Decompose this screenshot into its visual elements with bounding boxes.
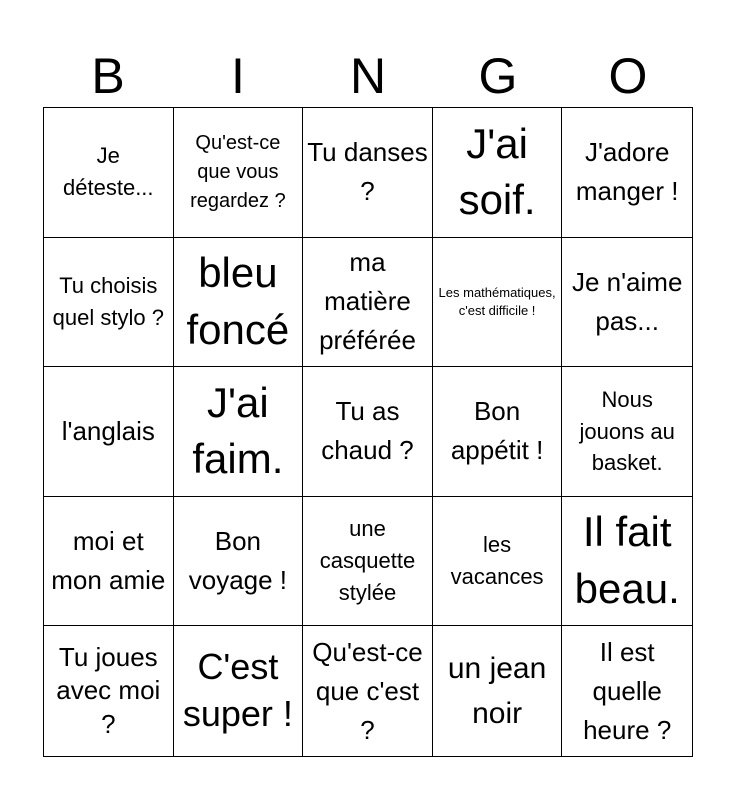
bingo-cell[interactable] — [44, 626, 174, 756]
bingo-cell[interactable] — [433, 626, 563, 756]
bingo-cell[interactable] — [562, 497, 692, 627]
cell-text: J'ai faim. — [192, 378, 284, 483]
cell-text: Tu danses ? — [307, 137, 428, 207]
bingo-cell[interactable] — [174, 238, 304, 368]
bingo-header — [43, 46, 693, 106]
cell-text: Nous jouons au basket. — [579, 386, 675, 476]
cell-text: Je déteste... — [63, 143, 154, 201]
cell-text: Bon appétit ! — [450, 396, 544, 466]
header-letter-g: G — [478, 48, 518, 104]
header-letter-b: B — [91, 48, 125, 104]
cell-text: J'adore manger ! — [575, 137, 679, 207]
bingo-cell[interactable] — [174, 497, 304, 627]
bingo-cell[interactable] — [174, 626, 304, 756]
cell-text: Il fait beau. — [574, 508, 680, 613]
bingo-cell[interactable] — [433, 367, 563, 497]
cell-text: les vacances — [450, 532, 544, 590]
header-letter-i: I — [231, 48, 245, 104]
bingo-cell[interactable] — [44, 367, 174, 497]
bingo-cell[interactable] — [303, 367, 433, 497]
header-letter-n: N — [349, 48, 387, 104]
bingo-cell[interactable] — [303, 108, 433, 238]
bingo-cell[interactable] — [562, 626, 692, 756]
cell-text: Les mathématiques, c'est difficile ! — [438, 285, 556, 318]
cell-text: Je n'aime pas... — [571, 266, 683, 336]
cell-text: Qu'est-ce que c'est ? — [312, 636, 423, 745]
bingo-cell[interactable] — [433, 497, 563, 627]
bingo-cell[interactable] — [44, 497, 174, 627]
cell-text: l'anglais — [61, 415, 155, 446]
cell-text: Tu choisis quel stylo ? — [52, 273, 164, 330]
cell-text: J'ai soif. — [458, 119, 536, 224]
header-letter-o: O — [608, 48, 648, 104]
bingo-grid — [43, 107, 693, 757]
bingo-cell[interactable] — [433, 238, 563, 368]
cell-text: Tu as chaud ? — [321, 396, 414, 466]
cell-text: bleu foncé — [186, 249, 290, 353]
bingo-cell[interactable] — [303, 238, 433, 368]
cell-text: Qu'est-ce que vous regardez ? — [190, 131, 286, 212]
bingo-cell[interactable] — [433, 108, 563, 238]
cell-text: un jean noir — [447, 652, 547, 731]
cell-text: moi et mon amie — [51, 526, 166, 596]
bingo-cell[interactable] — [562, 108, 692, 238]
cell-text: Bon voyage ! — [188, 526, 288, 596]
bingo-cell[interactable] — [174, 108, 304, 238]
cell-text: une casquette stylée — [319, 516, 416, 606]
bingo-cell[interactable] — [303, 497, 433, 627]
bingo-cell[interactable] — [562, 367, 692, 497]
cell-text: ma matière préférée — [319, 247, 416, 356]
cell-text: C'est super ! — [182, 646, 293, 735]
cell-text: Il est quelle heure ? — [583, 636, 672, 745]
bingo-cell[interactable] — [44, 238, 174, 368]
bingo-cell[interactable] — [562, 238, 692, 368]
bingo-cell[interactable] — [174, 367, 304, 497]
cell-text: Tu joues avec moi ? — [56, 641, 161, 740]
bingo-cell[interactable] — [303, 626, 433, 756]
bingo-cell[interactable] — [44, 108, 174, 238]
